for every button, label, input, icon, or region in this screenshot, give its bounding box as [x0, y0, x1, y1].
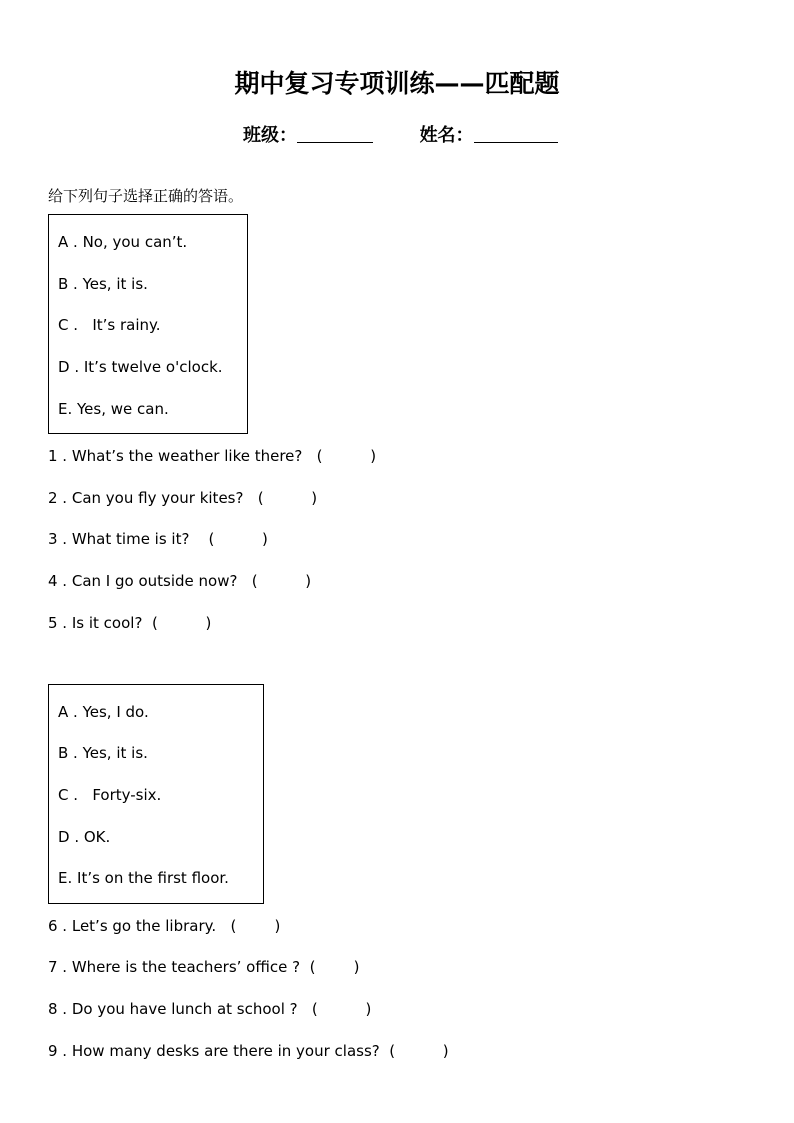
class-label: 班级： — [243, 125, 297, 146]
question-7: 7 . Where is the teachers’ office ? ( ) — [48, 958, 360, 976]
answer-option-e: E. Yes, we can. — [58, 400, 169, 418]
answer-option-d: D . OK. — [58, 828, 111, 846]
page-title: 期中复习专项训练——匹配题 — [234, 69, 560, 98]
question-8: 8 . Do you have lunch at school ? ( ) — [48, 1000, 372, 1018]
question-5: 5 . Is it cool? ( ) — [48, 614, 212, 632]
question-3: 3 . What time is it? ( ) — [48, 530, 268, 548]
instruction-text: 给下列句子选择正确的答语。 — [48, 187, 244, 205]
name-label: 姓名： — [419, 125, 474, 146]
question-1: 1 . What’s the weather like there? ( ) — [48, 447, 377, 465]
question-4: 4 . Can I go outside now? ( ) — [48, 572, 312, 590]
answer-option-c: C . Forty-six. — [58, 786, 162, 804]
answer-option-b: B . Yes, it is. — [58, 744, 148, 762]
answer-option-e: E. It’s on the first floor. — [58, 869, 229, 887]
answer-option-d: D . It’s twelve o'clock. — [58, 358, 223, 376]
answer-options-box-1 — [48, 214, 248, 434]
question-9: 9 . How many desks are there in your class? ( ) — [48, 1042, 449, 1060]
class-blank[interactable] — [297, 124, 373, 143]
answer-option-a: A . No, you can’t. — [58, 233, 188, 251]
student-info-line — [243, 121, 558, 147]
question-2: 2 . Can you fly your kites? ( ) — [48, 489, 318, 507]
answer-options-box-2 — [48, 684, 264, 904]
answer-option-a: A . Yes, I do. — [58, 703, 149, 721]
answer-option-c: C . It’s rainy. — [58, 316, 161, 334]
answer-option-b: B . Yes, it is. — [58, 275, 148, 293]
question-6: 6 . Let’s go the library. ( ) — [48, 917, 281, 935]
name-blank[interactable] — [474, 124, 558, 143]
